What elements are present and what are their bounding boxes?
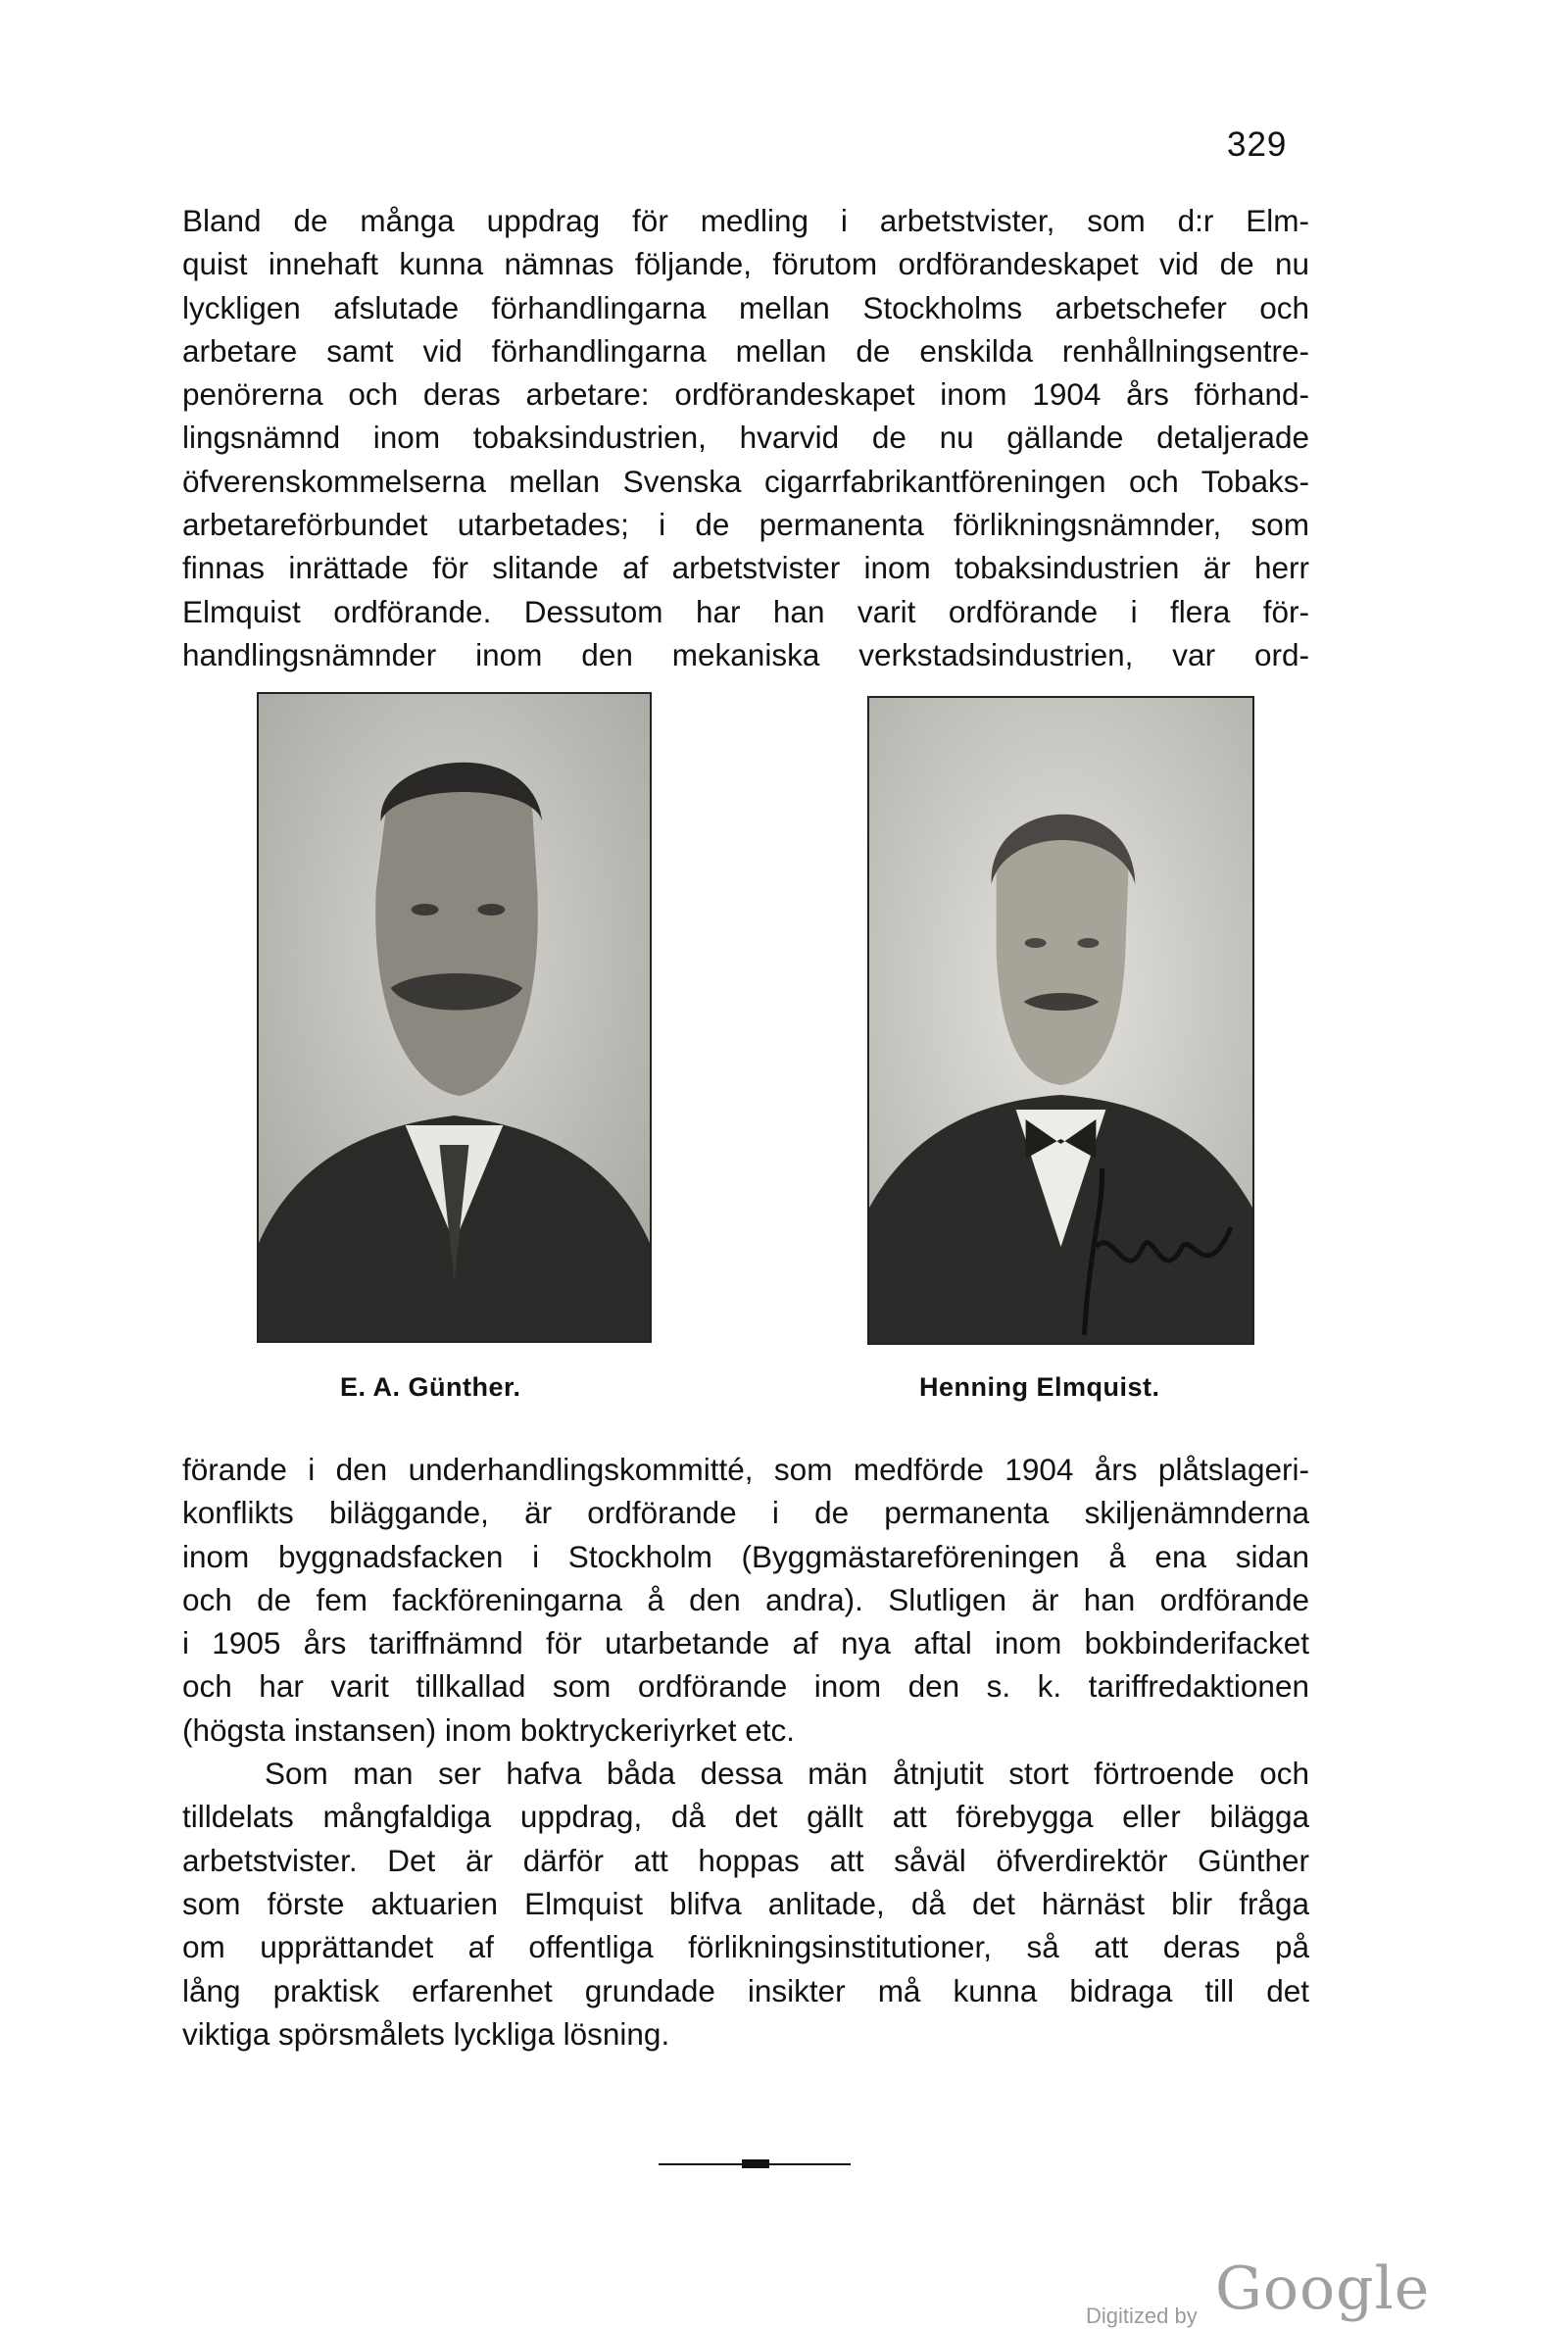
text-line: (högsta instansen) inom boktryckeriyrket etc. xyxy=(182,1711,796,1748)
text-line: om upprättandet af offentliga förlikningsinstitutioner, så att deras på xyxy=(182,1929,1309,1965)
text-line: tilldelats mångfaldiga uppdrag, då det gällt att förebygga eller bilägga xyxy=(182,1799,1309,1835)
text-line: i 1905 års tariffnämnd för utarbetande af nya aftal inom bokbinderifacket xyxy=(182,1625,1309,1661)
digitized-label: Digitized by xyxy=(1086,2304,1198,2328)
text-line: Bland de många uppdrag för medling i arbetstvister, som d:r Elm- xyxy=(182,203,1309,238)
text-line: arbetareförbundet utarbetades; i de permanenta förlikningsnämnder, som xyxy=(182,507,1309,543)
text-line: och de fem fackföreningarna å den andra). Slutligen är han ordförande xyxy=(182,1581,1309,1617)
text-line: som förste aktuarien Elmquist blifva anlitade, då det härnäst blir fråga xyxy=(182,1885,1309,1921)
text-line: Som man ser hafva båda dessa män åtnjutit stort förtroende och xyxy=(265,1756,1309,1792)
text-line: lingsnämnd inom tobaksindustrien, hvarvid de nu gällande detaljerade xyxy=(182,420,1309,456)
caption-elmquist: Henning Elmquist. xyxy=(919,1372,1160,1402)
text-line: quist innehaft kunna nämnas följande, förutom ordförandeskapet vid de nu xyxy=(182,246,1309,282)
ornament-block xyxy=(742,2159,769,2168)
text-line: lyckligen afslutade förhandlingarna mellan Stockholms arbetschefer och xyxy=(182,289,1309,325)
bottom-paragraph-2 xyxy=(182,1752,1309,2056)
text-line: handlingsnämnder inom den mekaniska verkstadsindustrien, var ord- xyxy=(182,636,1309,672)
google-logo: Google xyxy=(1215,2255,1431,2323)
text-line: förande i den underhandlingskommitté, som medförde 1904 års plåtslageri- xyxy=(182,1452,1309,1487)
text-line: viktiga spörsmålets lyckliga lösning. xyxy=(182,2015,670,2052)
top-paragraph xyxy=(182,199,1309,676)
text-line: Elmquist ordförande. Dessutom har han varit ordförande i flera för- xyxy=(182,593,1309,629)
text-line: inom byggnadsfacken i Stockholm (Byggmästareföreningen å ena sidan xyxy=(182,1538,1309,1574)
text-line: öfverenskommelserna mellan Svenska cigarrfabrikantföreningen och Tobaks- xyxy=(182,463,1309,499)
text-line: arbetare samt vid förhandlingarna mellan de enskilda renhållningsentre- xyxy=(182,332,1309,369)
caption-gunther: E. A. Günther. xyxy=(340,1372,521,1402)
text-line: penörerna och deras arbetare: ordförandeskapet inom 1904 års förhand- xyxy=(182,376,1309,413)
text-line: finnas inrättade för slitande af arbetstvister inom tobaksindustrien är herr xyxy=(182,550,1309,586)
text-line: arbetstvister. Det är därför att hoppas att såväl öfverdirektör Günther xyxy=(182,1842,1309,1878)
text-line: och har varit tillkallad som ordförande inom den s. k. tariffredaktionen xyxy=(182,1668,1309,1705)
text-line: lång praktisk erfarenhet grundade insikter må kunna bidraga till det xyxy=(182,1972,1309,2008)
portrait-photo-gunther xyxy=(257,692,652,1343)
portrait-gunther-image xyxy=(259,694,650,1341)
portrait-elmquist-image xyxy=(869,698,1252,1343)
bottom-paragraph-1 xyxy=(182,1448,1309,1752)
page-number: 329 xyxy=(1227,125,1288,164)
bottom-text xyxy=(182,1448,1309,2056)
text-line: konflikts biläggande, är ordförande i de permanenta skiljenämnderna xyxy=(182,1495,1309,1531)
portrait-photo-elmquist xyxy=(867,696,1254,1345)
